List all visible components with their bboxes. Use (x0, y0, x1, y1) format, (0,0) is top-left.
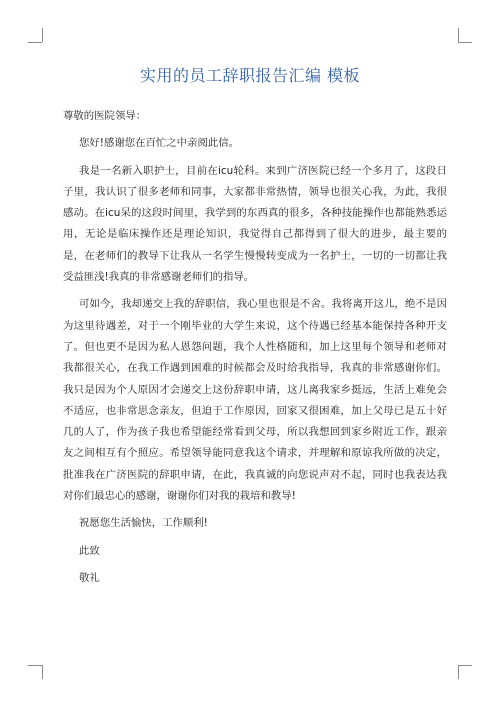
crop-mark-bottom-right-v (458, 665, 459, 679)
crop-mark-top-right-v (458, 28, 459, 42)
closing-cizhi: 此致 (79, 544, 100, 557)
crop-mark-top-left-h (28, 42, 42, 43)
closing-wish: 祝愿您生活愉快，工作顺利! (79, 517, 208, 530)
body-paragraph-1: 我是一名新入职护士，目前在icu轮科。来到广济医院已经一个多月了，这段日子里，我认识了很多老师和同事，大家都非常热情，领导也很关心我，为此，我很感动。在icu呆的这段时间里，我学到的东西真的很多，各种技能操作也都能熟悉运用，无论是临床操作还是理论知识，我觉得自己都得到了很大的进步，最主要的是，在老师们的教导下让我从一名学生慢慢转变成为一名护士，一切的一切都让我受益匪浅!我真的非常感谢老师们的指导。 (63, 164, 447, 284)
crop-mark-top-right-h (458, 42, 472, 43)
body-paragraph-2: 可如今，我却递交上我的辞职信，我心里也很是不舍。我将离开这儿，绝不是因为这里待遇差，对于一个刚毕业的大学生来说，这个待遇已经基本能保持各种开支了。但也更不是因为私人恩怨问题，我个人性格随和，加上这里每个领导和老师对我都很关心，在我工作遇到困难的时候都会及时给我指导，我真的非常感谢你们。我只是因为个人原因才会递交上这份辞职申请，这儿离我家乡挺远，生活上难免会不适应，也非常思念亲友，但迫于工作原因，回家又很困难，加上父母已是五十好几的人了，作为孩子我也希望能经常看到父母，所以我想回到家乡附近工作，跟亲友之间相互有个照应。希望领导能同意我这个请求，并理解和原谅我所做的决定，批准我在广济医院的辞职申请，在此，我真诚的向您说声对不起，同时也我表达我对你们最忠心的感谢，谢谢你们对我的栽培和教导! (63, 298, 447, 503)
document-title: 实用的员工辞职报告汇编 模板 (139, 66, 361, 85)
crop-mark-bottom-right-h (458, 665, 472, 666)
crop-mark-bottom-left-h (28, 665, 42, 666)
crop-mark-bottom-left-v (42, 665, 43, 679)
letter-body (63, 106, 447, 589)
crop-mark-top-left-v (42, 28, 43, 42)
salutation: 尊敬的医院领导： (63, 110, 147, 122)
greeting: 您好!感谢您在百忙之中亲阅此信。 (79, 137, 240, 150)
closing-jingli: 敬礼 (79, 571, 100, 584)
